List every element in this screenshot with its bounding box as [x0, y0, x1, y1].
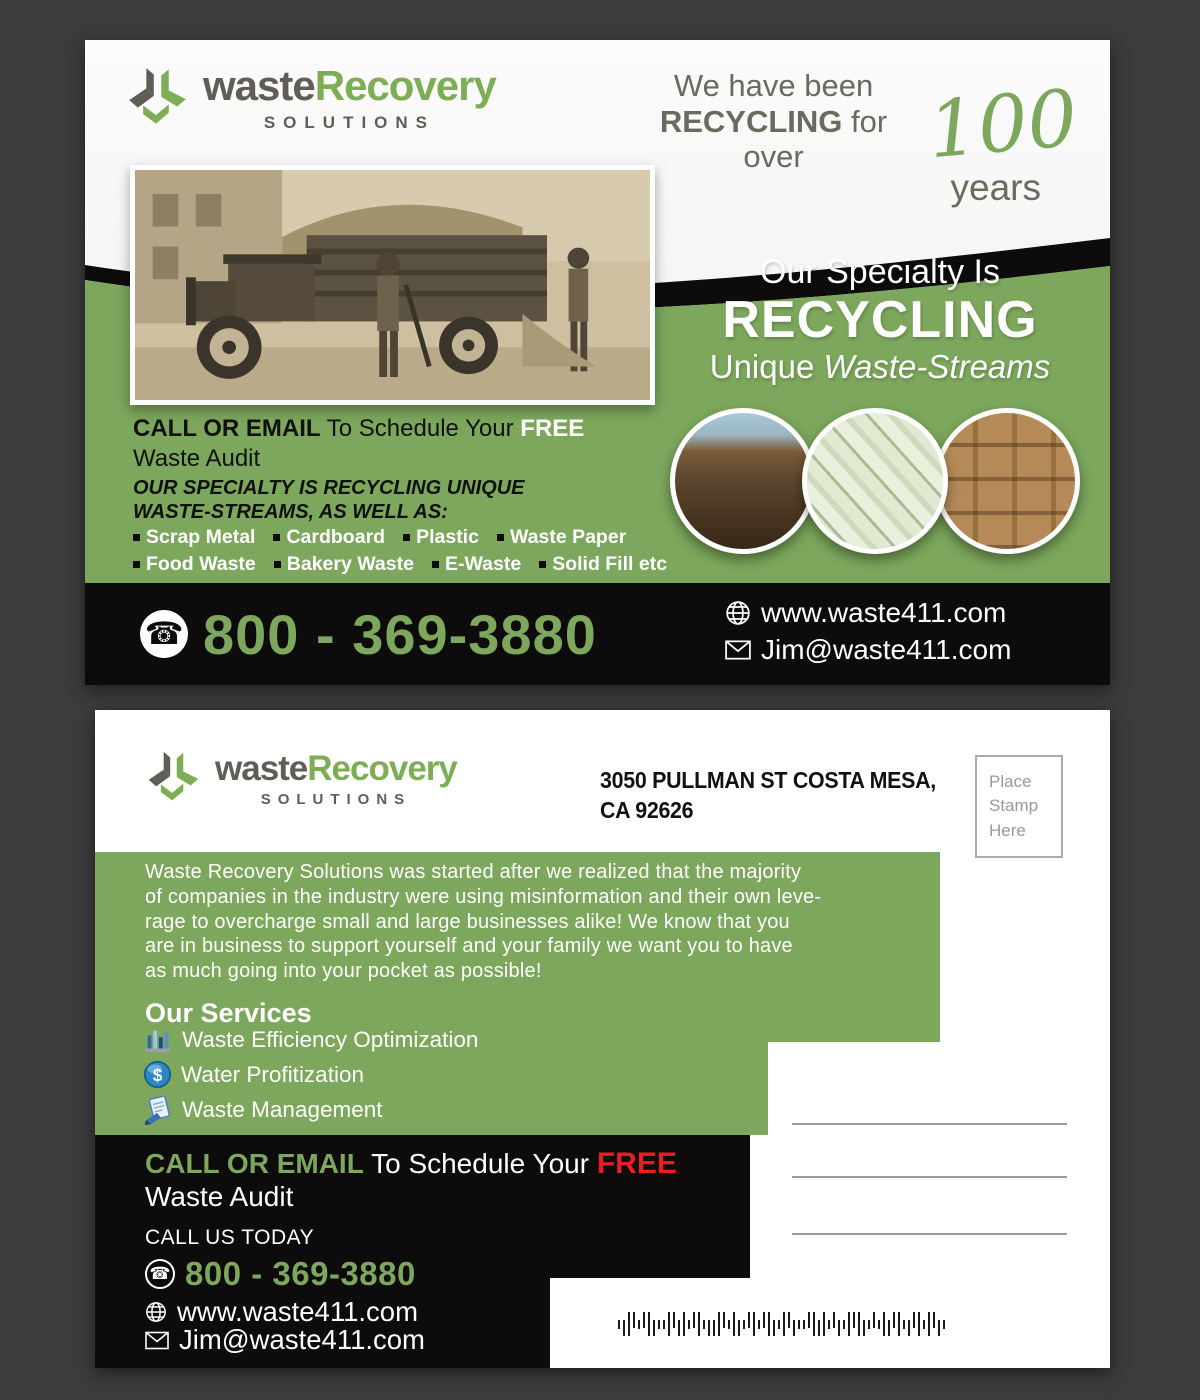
banner-line3: Unique Waste-Streams [709, 348, 1051, 386]
front-contact-bar [85, 583, 1110, 685]
specialty-banner [660, 253, 1100, 386]
banner-recycling: RECYCLING [722, 291, 1038, 349]
bullet-item: Solid Fill etc [539, 553, 667, 576]
brand-word-recovery: Recovery [314, 62, 496, 109]
phone-number: 800 - 369-3880 [203, 602, 597, 666]
cta-call-or-email: CALL OR EMAIL [145, 1148, 364, 1179]
address-line [792, 1233, 1067, 1235]
brand-logo-icon [145, 748, 201, 808]
cta-waste-audit: Waste Audit [133, 445, 261, 472]
bullet-item: Cardboard [273, 526, 385, 549]
scrap-metal-photo-circle [670, 408, 816, 554]
bullet-item: Bakery Waste [274, 553, 414, 576]
specialty-heading: OUR SPECIALTY IS RECYCLING UNIQUE WASTE-STREAMS, AS WELL AS: [133, 477, 525, 523]
brand-subtitle: SOLUTIONS [260, 790, 412, 808]
cta-waste-audit: Waste Audit [145, 1181, 294, 1212]
bullet-item: Scrap Metal [133, 526, 255, 549]
bar-chart-icon [143, 1025, 173, 1055]
cta-call-or-email: CALL OR EMAIL [133, 415, 321, 442]
services-title: Our Services [145, 998, 312, 1028]
address-line [792, 1123, 1067, 1125]
svg-text:$: $ [152, 1064, 163, 1085]
brand-word-waste: waste [203, 62, 315, 109]
bullet-list-row2 [133, 553, 667, 576]
phone-icon: ☎ [145, 1259, 175, 1289]
globe-icon [145, 1301, 167, 1323]
brand-wordmark: wasteRecovery [215, 748, 457, 788]
tagline-years: years [950, 166, 1041, 208]
bullet-item: E-Waste [432, 553, 521, 576]
brand-wordmark [203, 62, 496, 110]
phone-icon: ☎ [140, 610, 188, 658]
globe-icon [725, 600, 751, 626]
front-cta: CALL OR EMAIL To Schedule Your FREE Waste Audit [133, 414, 673, 474]
tagline-line2: RECYCLING for over [659, 103, 888, 175]
email-row [145, 1324, 425, 1356]
money-photo-circle [802, 408, 948, 554]
call-us-today: CALL US TODAY [145, 1226, 315, 1249]
website-text: www.waste411.com [177, 1296, 418, 1327]
back-cta: CALL OR EMAIL To Schedule Your FREE [145, 1147, 677, 1180]
email-text: Jim@waste411.com [179, 1324, 425, 1355]
phone-number: 800 - 369-3880 [185, 1255, 416, 1292]
service-item: Waste Management [143, 1095, 383, 1125]
envelope-icon [725, 639, 751, 661]
envelope-icon [145, 1331, 169, 1350]
postcard-back [95, 710, 1110, 1368]
website-text: www.waste411.com [761, 597, 1007, 628]
cta-free: FREE [520, 415, 585, 442]
bullet-item: Waste Paper [497, 526, 626, 549]
bullet-item: Plastic [403, 526, 479, 549]
stamp-box: Place Stamp Here [975, 755, 1063, 858]
cardboard-bales-photo-circle [934, 408, 1080, 554]
vintage-truck-photo [130, 165, 655, 405]
email-text: Jim@waste411.com [761, 634, 1012, 665]
brand-subtitle: SOLUTIONS [263, 113, 436, 132]
website-row [725, 597, 1011, 629]
address-line [792, 1176, 1067, 1178]
bullet-item: Food Waste [133, 553, 256, 576]
tagline [627, 68, 1081, 209]
service-item: Waste Efficiency Optimization [143, 1025, 478, 1055]
brand-logo [145, 748, 457, 808]
intro-paragraph: Waste Recovery Solutions was started after we realized that the majority of companies in the industry were using misinformation and their own leve- rage to overcharge small and large businesses alike! We know that you are in business to support yourself and your family we want you to have as much going into your pocket as possible! [145, 861, 822, 983]
mailing-address: 3050 PULLMAN ST COSTA MESA, CA 92626 [600, 767, 936, 823]
phone-row [145, 1255, 416, 1293]
brand-logo-icon [125, 64, 189, 132]
tagline-100: 100 [924, 73, 1081, 177]
email-row [725, 634, 1011, 666]
bullet-list-row1 [133, 526, 626, 549]
banner-line1: Our Specialty Is [760, 253, 1000, 291]
mail-barcode [618, 1312, 948, 1336]
cta-free: FREE [596, 1147, 677, 1180]
tagline-recycling: RECYCLING [659, 103, 843, 139]
postcard-front [85, 40, 1110, 685]
dollar-coin-icon [143, 1060, 172, 1089]
brand-logo [125, 62, 496, 133]
document-pen-icon [143, 1095, 173, 1125]
tagline-line1: We have been [673, 68, 874, 103]
service-item: $ Water Profitization [143, 1060, 364, 1089]
